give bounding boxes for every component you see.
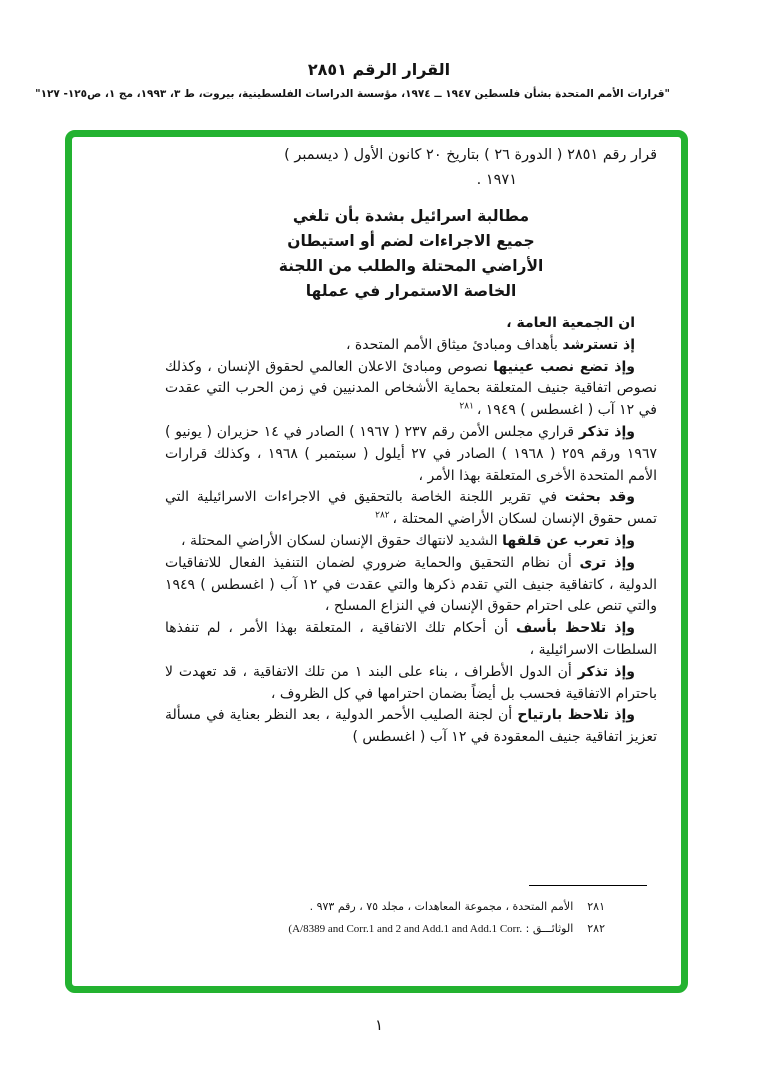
document-header	[0, 60, 758, 100]
footnote-text: الوثائـــق : (A/8389 and Corr.1 and 2 and Add.1 and Add.1 Corr.	[288, 922, 574, 935]
body-paragraph: وإذ تذكر قراري مجلس الأمن رقم ٢٣٧ ( ١٩٦٧ ) الصادر في ١٤ حزيران ( يونيو ) ١٩٦٧ ورقم ٢٥٩ ( ١٩٦٨ ) الصادر في ٢٧ أيلول ( سبتمبر ) ١٩٦٨ ، وكذلك قرارات الأمم المتحدة الأخرى المتعلقة بهذا الأمر ،	[165, 423, 657, 484]
body-paragraph: وقد بحثت في تقرير اللجنة الخاصة بالتحقيق في الاجراءات الاسرائيلية التي تمس حقوق الإنسان لسكان الأراضي المحتلة ، $^{٢٨٢}$	[165, 489, 657, 528]
footnote-reference: ٢٨١	[459, 401, 477, 412]
green-frame	[65, 130, 688, 993]
paragraph-lead-in: وإذ تلاحظ بأسف	[515, 620, 635, 637]
paragraph-lead-in: وإذ ترى	[579, 554, 635, 571]
footnote-number: ٢٨١	[587, 900, 605, 913]
body-paragraph: وإذ تذكر أن الدول الأطراف ، بناء على البند ١ من تلك الاتفاقية ، قد تعهدت لا باحترام الاتفاقية فحسب بل أيضاً بضمان احترامها في كل الظروف ،	[165, 663, 657, 702]
paragraph-lead-in: ان الجمعية العامة ،	[506, 315, 635, 331]
resolution-title-line: الأراضي المحتلة والطلب من اللجنة	[278, 257, 544, 275]
resolution-content	[165, 143, 657, 749]
paragraph-lead-in: وإذ تلاحظ بارتياح	[517, 707, 636, 724]
resolution-title-line: جميع الاجراءات لضم أو استيطان	[287, 232, 535, 250]
paragraph-lead-in: وقد بحثت	[564, 489, 635, 506]
resolution-title	[165, 204, 657, 304]
paragraph-lead-in: وإذ تضع نصب عينيها	[493, 358, 635, 375]
intro-line-1: قرار رقم ٢٨٥١ ( الدورة ٢٦ ) بتاريخ ٢٠ كانون الأول ( ديسمبر )	[284, 147, 657, 163]
body-paragraph: وإذ تلاحظ بارتياح أن لجنة الصليب الأحمر الدولية ، بعد النظر بعناية في مسألة تعزيز اتفاقية جنيف المعقودة في ١٢ آب ( اغسطس )	[165, 707, 657, 746]
resolution-number-title: القرار الرقم ٢٨٥١	[307, 60, 451, 79]
body-paragraph: وإذ ترى أن نظام التحقيق والحماية ضروري لضمان التنفيذ الفعال للاتفاقيات الدولية ، كاتفاقية جنيف التي تقدم ذكرها والتي عقدت في ١٢ آب ( اغسطس ) ١٩٤٩ والتي تنص على احترام حقوق الإنسان في النزاع المسلح ،	[165, 554, 657, 615]
footnote	[165, 920, 605, 938]
paragraph-lead-in: وإذ تذكر	[578, 423, 635, 440]
resolution-title-line: مطالبة اسرائيل بشدة بأن تلغي	[292, 207, 530, 225]
footnote-number: ٢٨٢	[587, 922, 605, 935]
paragraph-lead-in: إذ تسترشد	[562, 336, 635, 353]
footnotes-list	[165, 898, 657, 938]
footnote-separator-rule	[529, 885, 647, 886]
paragraph-lead-in: وإذ تعرب عن قلقها	[502, 532, 635, 549]
body-paragraph: وإذ تلاحظ بأسف أن أحكام تلك الاتفاقية ، المتعلقة بهذا الأمر ، لم تنفذها السلطات الاسرائيلية ،	[165, 620, 657, 658]
resolution-title-line: الخاصة الاستمرار في عملها	[305, 282, 517, 300]
body-paragraph: إذ تسترشد بأهداف ومبادئ ميثاق الأمم المتحدة ،	[345, 336, 635, 353]
footnote-reference: ٢٨٢	[375, 510, 393, 521]
resolution-intro	[165, 143, 657, 193]
footnote-latin-reference: (A/8389 and Corr.1 and 2 and Add.1 and Add.1 Corr.	[288, 923, 523, 935]
body-paragraph: وإذ تعرب عن قلقها الشديد لانتهاك حقوق الإنسان لسكان الأراضي المحتلة ،	[181, 532, 635, 549]
source-citation: "قرارات الأمم المتحدة بشأن فلسطين ١٩٤٧ ــ ١٩٧٤، مؤسسة الدراسات الفلسطينية، بيروت، ط ٣، ١٩٩٣، مج ١، ص١٢٥- ١٢٧"	[35, 88, 670, 100]
resolution-body	[165, 313, 657, 749]
body-paragraph: وإذ تضع نصب عينيها نصوص ومبادئ الاعلان العالمي لحقوق الإنسان ، وكذلك نصوص اتفاقية جنيف المتعلقة بحماية الأشخاص المدنيين في زمن الحرب التي عقدت في ١٢ آب ( اغسطس ) ١٩٤٩ ، $^{٢٨١}$	[165, 358, 657, 419]
body-paragraph	[165, 313, 657, 335]
footnotes-section	[165, 885, 657, 942]
intro-line-2: ١٩٧١ .	[476, 172, 517, 188]
page-number: ١	[374, 1016, 384, 1034]
paragraph-lead-in: وإذ تذكر	[577, 663, 635, 680]
footnote-text: الأمم المتحدة ، مجموعة المعاهدات ، مجلد ٧٥ ، رقم ٩٧٣ .	[309, 900, 574, 913]
footnote	[165, 898, 605, 916]
